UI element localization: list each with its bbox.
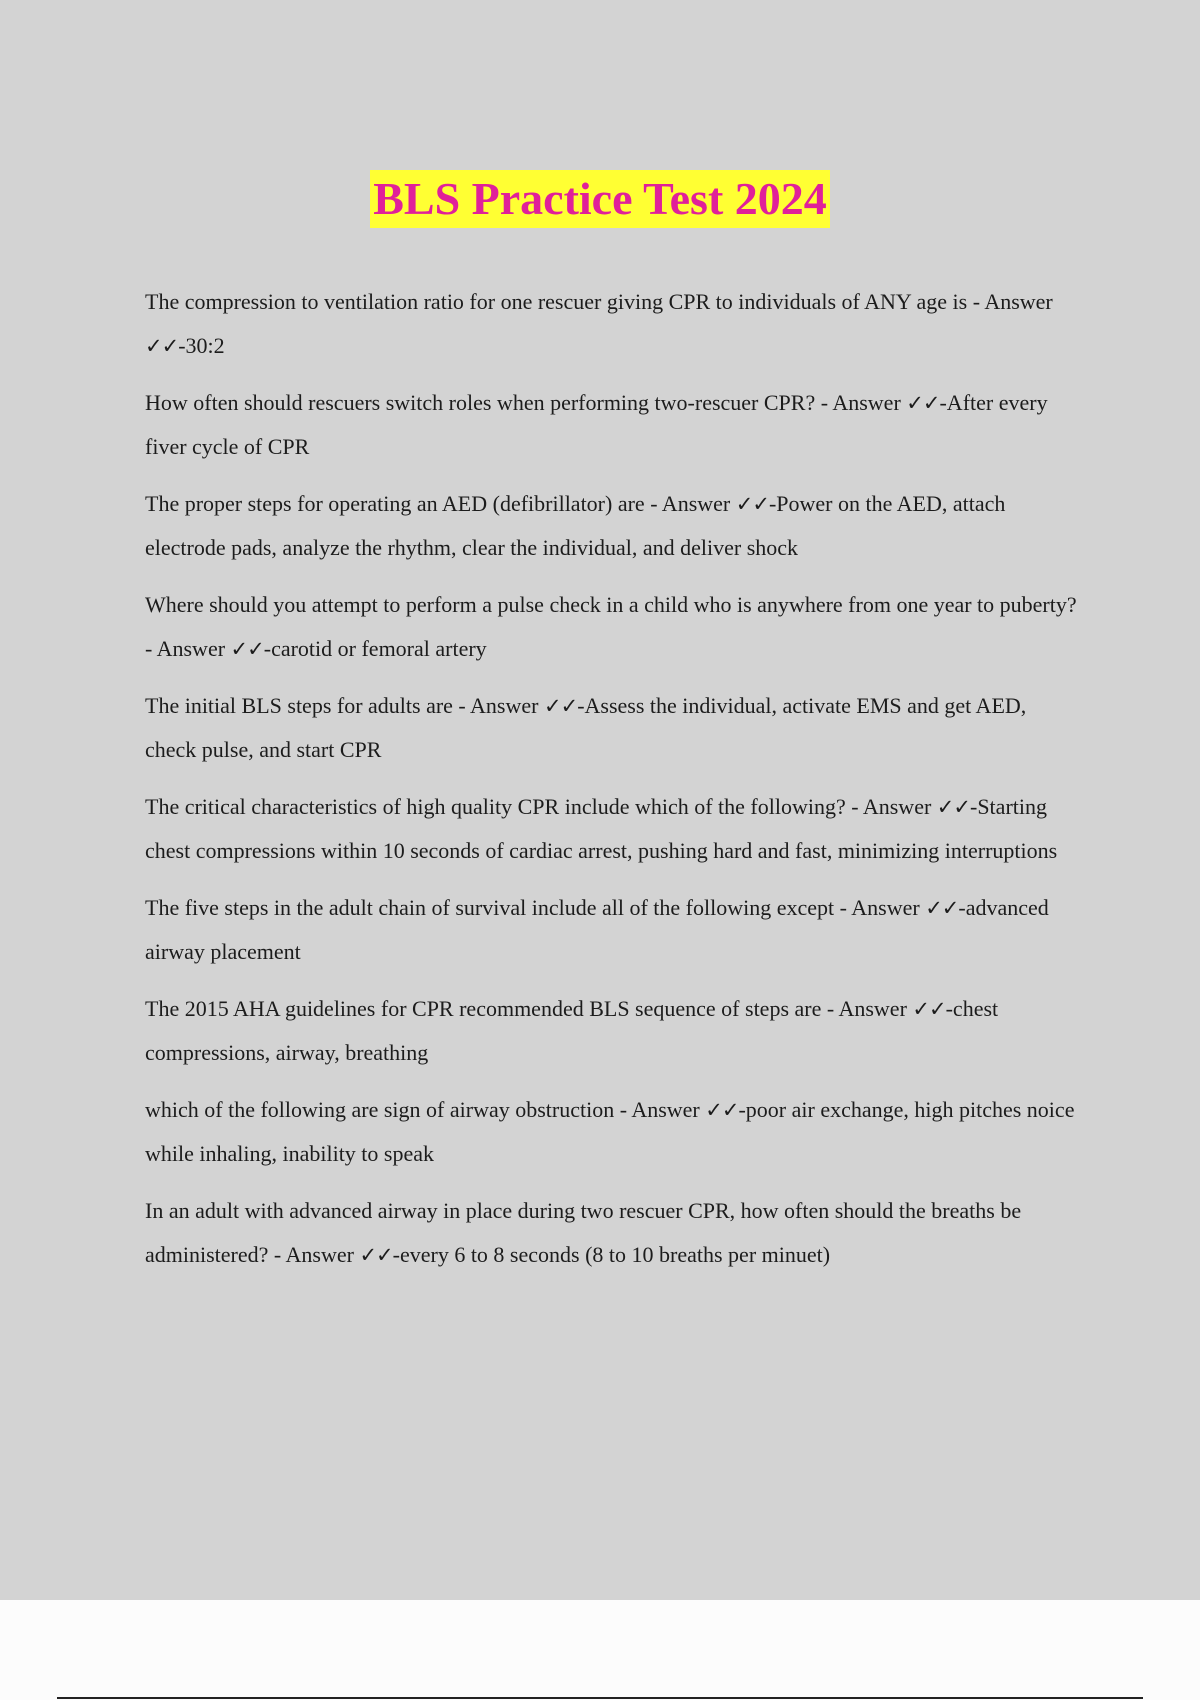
check-mark-icon: ✓✓: [359, 1243, 393, 1267]
question-text: In an adult with advanced airway in place during two rescuer CPR, how often should the breaths be administered? - Answer: [145, 1198, 1022, 1267]
question-text: The 2015 AHA guidelines for CPR recommended BLS sequence of steps are - Answer: [145, 996, 913, 1021]
question-text: which of the following are sign of airway obstruction - Answer: [145, 1097, 706, 1122]
answer-text: -poor air exchange, high pitches noice while inhaling, inability to speak: [145, 1097, 1075, 1166]
check-mark-icon: ✓✓: [145, 334, 179, 358]
check-mark-icon: ✓✓: [936, 795, 970, 819]
qa-item: [145, 1189, 1080, 1277]
qa-item: [145, 785, 1080, 873]
answer-text: -Power on the AED, attach electrode pads, analyze the rhythm, clear the individual, and deliver shock: [145, 491, 1006, 560]
qa-item: [145, 1088, 1080, 1176]
answer-text: -After every fiver cycle of CPR: [145, 390, 1048, 459]
qa-item: [145, 987, 1080, 1075]
footer-divider: [57, 1697, 1143, 1699]
qa-item: [145, 583, 1080, 671]
answer-text: -carotid or femoral artery: [263, 636, 487, 661]
answer-text: -Starting chest compressions within 10 seconds of cardiac arrest, pushing hard and fast, minimizing interruptions: [145, 794, 1058, 863]
question-text: The compression to ventilation ratio for one rescuer giving CPR to individuals of ANY age is - Answer: [145, 289, 1053, 314]
qa-item: [145, 886, 1080, 974]
answer-text: -every 6 to 8 seconds (8 to 10 breaths per minuet): [392, 1242, 831, 1267]
page-footer: [0, 1600, 1200, 1700]
qa-item: [145, 280, 1080, 368]
answer-text: -advanced airway placement: [145, 895, 1049, 964]
qa-item: [145, 684, 1080, 772]
check-mark-icon: ✓✓: [705, 1098, 739, 1122]
check-mark-icon: ✓✓: [912, 997, 946, 1021]
answer-text: -Assess the individual, activate EMS and get AED, check pulse, and start CPR: [145, 693, 1027, 762]
question-text: Where should you attempt to perform a pulse check in a child who is anywhere from one year to puberty? - Answer: [145, 592, 1077, 661]
question-text: How often should rescuers switch roles when performing two-rescuer CPR? - Answer: [145, 390, 907, 415]
qa-item: [145, 381, 1080, 469]
answer-text: -30:2: [178, 333, 225, 358]
question-text: The initial BLS steps for adults are - Answer: [145, 693, 544, 718]
question-text: The five steps in the adult chain of survival include all of the following except - Answer: [145, 895, 926, 920]
question-text: The proper steps for operating an AED (defibrillator) are - Answer: [145, 491, 736, 516]
check-mark-icon: ✓✓: [543, 694, 578, 718]
check-mark-icon: ✓✓: [906, 391, 940, 415]
qa-list: [145, 280, 1080, 1290]
check-mark-icon: ✓✓: [230, 637, 264, 661]
title-container: [0, 170, 1200, 228]
question-text: The critical characteristics of high quality CPR include which of the following? - Answer: [145, 794, 937, 819]
answer-text: -chest compressions, airway, breathing: [145, 996, 999, 1065]
check-mark-icon: ✓✓: [735, 492, 769, 516]
document-title: BLS Practice Test 2024: [370, 170, 830, 228]
check-mark-icon: ✓✓: [925, 896, 959, 920]
qa-item: [145, 482, 1080, 570]
